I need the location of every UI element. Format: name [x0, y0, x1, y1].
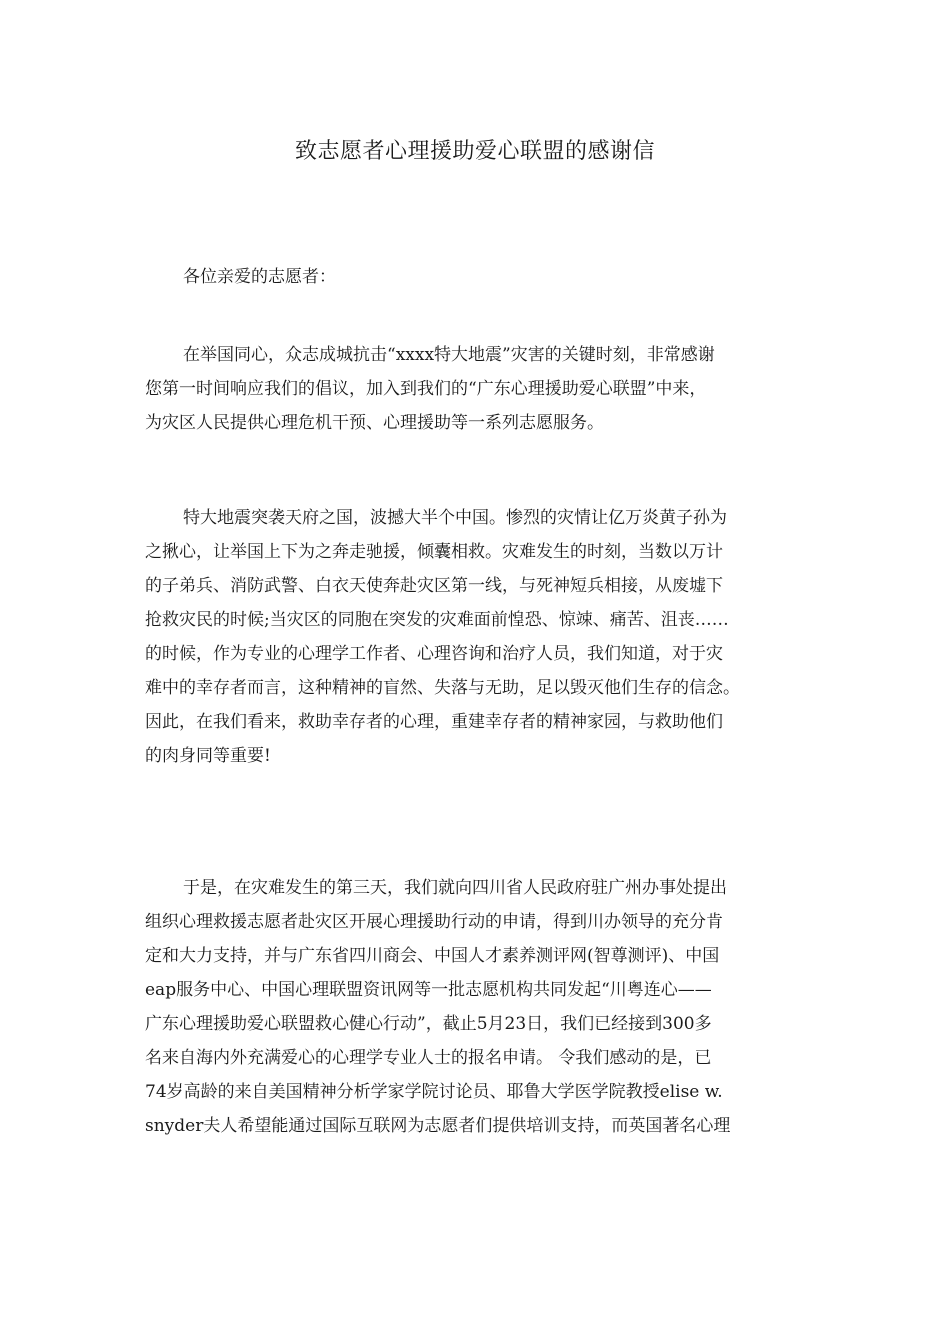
paragraph-line: 组织心理救援志愿者赴灾区开展心理援助行动的申请，得到川办领导的充分肯 [145, 912, 723, 932]
paragraph-line: eap服务中心、中国心理联盟资讯网等一批志愿机构共同发起“川粤连心—— [145, 980, 712, 1000]
paragraph-line: 特大地震突袭天府之国，波撼大半个中国。惨烈的灾情让亿万炎黄子孙为 [183, 508, 727, 528]
paragraph-line: 您第一时间响应我们的倡议，加入到我们的“广东心理援助爱心联盟”中来， [145, 379, 707, 399]
paragraph-line: 74岁高龄的来自美国精神分析学家学院讨论员、耶鲁大学医学院教授elise w. [145, 1082, 723, 1102]
paragraph-line: 之揪心，让举国上下为之奔走驰援，倾囊相救。灾难发生的时刻，当数以万计 [145, 542, 723, 562]
paragraph-line: 抢救灾民的时候;当灾区的同胞在突发的灾难面前惶恐、惊竦、痛苦、沮丧…… [145, 610, 729, 630]
paragraph-line: 的肉身同等重要! [145, 746, 271, 766]
paragraph-line: 的子弟兵、消防武警、白衣天使奔赴灾区第一线，与死神短兵相接，从废墟下 [145, 576, 723, 596]
paragraph-line: 于是，在灾难发生的第三天，我们就向四川省人民政府驻广州办事处提出 [183, 878, 727, 898]
paragraph-line: 在举国同心，众志成城抗击“xxxx特大地震”灾害的关键时刻，非常感谢 [183, 345, 715, 365]
paragraph-1 [145, 338, 825, 440]
paragraph-line: 难中的幸存者而言，这种精神的盲然、失落与无助，足以毁灭他们生存的信念。 [145, 678, 740, 698]
paragraph-line: 因此，在我们看来，救助幸存者的心理，重建幸存者的精神家园，与救助他们 [145, 712, 723, 732]
paragraph-line: 的时候，作为专业的心理学工作者、心理咨询和治疗人员，我们知道，对于灾 [145, 644, 723, 664]
letter-title: 致志愿者心理援助爱心联盟的感谢信 [294, 139, 655, 164]
paragraph-line: 定和大力支持，并与广东省四川商会、中国人才素养测评网(智尊测评)、中国 [145, 946, 720, 966]
paragraph-3 [145, 871, 825, 1143]
paragraph-line: 名来自海内外充满爱心的心理学专业人士的报名申请。 令我们感动的是，已 [145, 1048, 712, 1068]
paragraph-line: 广东心理援助爱心联盟救心健心行动”，截止5月23日，我们已经接到300多 [145, 1014, 712, 1034]
salutation: 各位亲爱的志愿者： [183, 267, 336, 287]
paragraph-line: 为灾区人民提供心理危机干预、心理援助等一系列志愿服务。 [145, 413, 604, 433]
paragraph-line: snyder夫人希望能通过国际互联网为志愿者们提供培训支持，而英国著名心理 [145, 1116, 731, 1136]
paragraph-2 [145, 501, 825, 773]
